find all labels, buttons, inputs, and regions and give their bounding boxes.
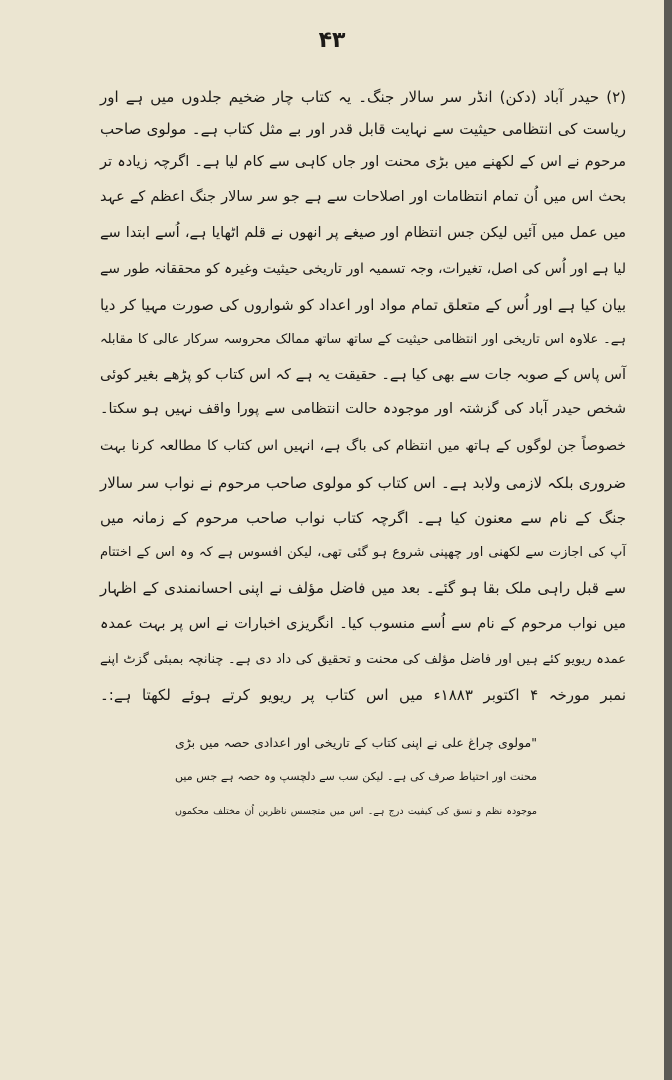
text-line: میں عمل میں آئیں لیکن جس انتظام اور صیغے پر انھوں نے قلم اٹھایا ہے، اُسے ابتدا سے (100, 225, 626, 241)
text-line: شخص حیدر آباد کی گزشتہ اور موجودہ حالت انتظامی سے پورا واقف نہیں ہو سکتا۔ (100, 401, 626, 417)
text-line: ریاست کی انتظامی حیثیت سے نہایت قابل قدر اور بے مثل کتاب ہے۔ مولوی صاحب (100, 120, 626, 138)
text-line: سے قبل راہی ملک بقا ہو گئے۔ بعد میں فاضل مؤلف نے اپنی احسانمندی کے اظہار (100, 579, 626, 597)
text-line: خصوصاً جن لوگوں کے ہاتھ میں انتظام کی باگ ہے، انہیں اس کتاب کا مطالعہ کرنا بہت (100, 438, 626, 454)
text-line: نمبر مورخہ ۴ اکتوبر ۱۸۸۳ء میں اس کتاب پر ریویو کرتے ہوئے لکھتا ہے:۔ (100, 686, 626, 704)
quote-line: "مولوی چراغ علی نے اپنی کتاب کے تاریخی اور اعدادی حصہ میں بڑی (175, 735, 537, 750)
page-number: ۴۳ (318, 28, 346, 53)
text-line: ہے۔ علاوہ اس تاریخی اور انتظامی حیثیت کے ساتھ ساتھ ممالک محروسہ سرکار عالی کا مقابلہ (100, 332, 626, 347)
text-line: مرحوم نے اس کے لکھنے میں بڑی محنت اور جاں کاہی سے کام لیا ہے۔ اگرچہ زیادہ تر (100, 154, 626, 170)
page-edge (664, 0, 672, 1080)
text-line: آس پاس کے صوبہ جات سے بھی کیا ہے۔ حقیقت یہ ہے کہ اس کتاب کو پڑھے بغیر کوئی (100, 367, 626, 383)
text-line: عمدہ ریویو کئے ہیں اور فاضل مؤلف کی محنت و تحقیق کی داد دی ہے۔ چنانچہ بمبئی گزٹ اپنے (100, 652, 626, 667)
text-line: (۲) حیدر آباد (دکن) انڈر سر سالار جنگ۔ یہ کتاب چار ضخیم جلدوں میں ہے اور (100, 88, 626, 106)
quote-line: محنت اور احتیاط صرف کی ہے۔ لیکن سب سے دلچسپ وہ حصہ ہے جس میں (175, 770, 537, 783)
text-line: لیا ہے اور اُس کی اصل، تغیرات، وجہ تسمیہ اور تاریخی حیثیت وغیرہ کو محققانہ طور سے (100, 261, 626, 277)
text-line: آپ کی اجازت سے لکھنی اور چھپنی شروع ہو گئی تھی، لیکن افسوس ہے کہ وہ اس کے اختتام (100, 545, 626, 560)
text-line: میں نواب مرحوم کے نام سے اُسے منسوب کیا۔ انگریزی اخبارات نے اس پر بہت عمدہ (100, 616, 626, 632)
text-line: بیان کیا ہے اور اُس کے متعلق تمام مواد اور اعداد کو شواروں کی صورت مہیا کر دیا (100, 296, 626, 314)
text-line: ضروری بلکہ لازمی ولابد ہے۔ اس کتاب کو مولوی صاحب مرحوم نے نواب سر سالار (100, 474, 626, 492)
quote-line: موجودہ نظم و نسق کی کیفیت درج ہے۔ اس میں متجسس ناظرین اُن مختلف محکموں (175, 806, 537, 817)
text-line: جنگ کے نام سے معنون کیا ہے۔ اگرچہ کتاب نواب صاحب مرحوم کے زمانہ میں (100, 509, 626, 527)
text-line: بحث اس میں اُن تمام انتظامات اور اصلاحات سے ہے جو سر سالار جنگ اعظم کے عہد (100, 189, 626, 205)
